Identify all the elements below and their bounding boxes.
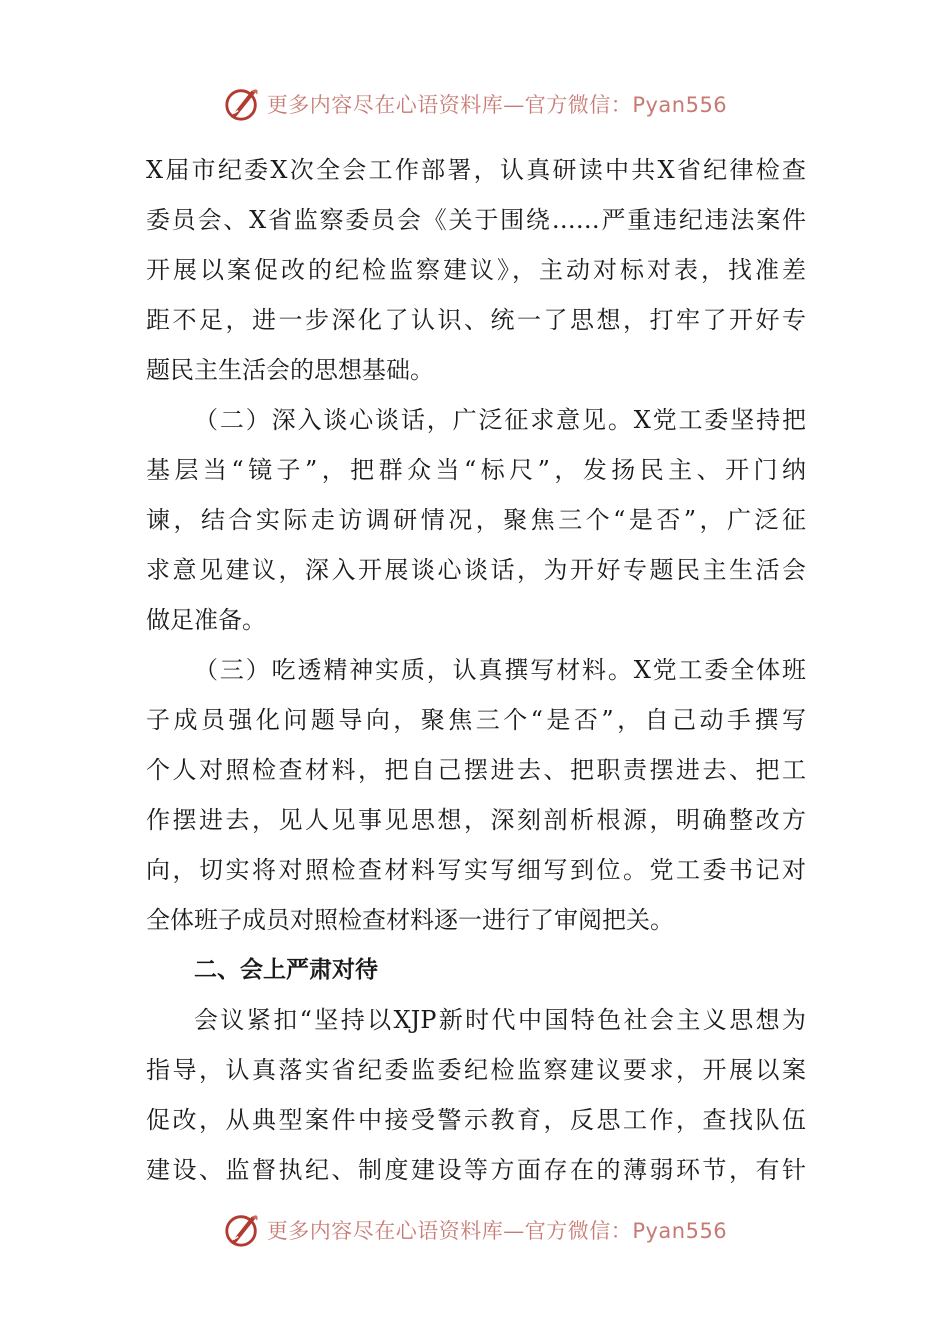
text-line: 个人对照检查材料，把自己摆进去、把职责摆进去、把工 <box>146 756 806 784</box>
text-line: 距不足，进一步深化了认识、统一了思想，打牢了开好专 <box>146 306 806 334</box>
paragraph-1 <box>146 145 806 395</box>
quill-logo-icon <box>223 85 261 123</box>
text-line: 题民主生活会的思想基础。 <box>146 356 434 384</box>
section-heading: 二、会上严肃对待 <box>194 957 378 983</box>
text-line: 促改，从典型案件中接受警示教育，反思工作，查找队伍 <box>146 1106 806 1134</box>
text-line: 向，切实将对照检查材料写实写细写到位。党工委书记对 <box>146 856 806 884</box>
text-line: 开展以案促改的纪检监察建议》，主动对标对表，找准差 <box>146 256 806 284</box>
paragraph-2 <box>146 395 806 645</box>
text-line: 基层当“镜子”，把群众当“标尺”，发扬民主、开门纳 <box>146 456 806 484</box>
text-line: （三）吃透精神实质，认真撰写材料。X党工委全体班 <box>194 656 806 684</box>
paragraph-3 <box>146 645 806 945</box>
text-line: 委员会、X省监察委员会《关于围绕……严重违纪违法案件 <box>146 206 806 234</box>
text-line: 求意见建议，深入开展谈心谈话，为开好专题民主生活会 <box>146 556 806 584</box>
watermark-text: 更多内容尽在心语资料库—官方微信：Pyan556 <box>266 93 728 117</box>
text-line: 作摆进去，见人见事见思想，深刻剖析根源，明确整改方 <box>146 806 806 834</box>
text-line: （二）深入谈心谈话，广泛征求意见。X党工委坚持把 <box>194 406 806 434</box>
text-line: 建设、监督执纪、制度建设等方面存在的薄弱环节，有针 <box>146 1156 806 1184</box>
text-line: 会议紧扣“坚持以XJP新时代中国特色社会主义思想为 <box>194 1006 806 1034</box>
text-line: 做足准备。 <box>146 606 266 634</box>
watermark-header <box>0 82 950 126</box>
document-body <box>146 145 806 1195</box>
paragraph-4 <box>146 995 806 1195</box>
text-line: 全体班子成员对照检查材料逐一进行了审阅把关。 <box>146 906 674 934</box>
text-line: 指导，认真落实省纪委监委纪检监察建议要求，开展以案 <box>146 1056 806 1084</box>
watermark-footer <box>0 1208 950 1252</box>
quill-logo-icon <box>223 1211 261 1249</box>
text-line: X届市纪委X次全会工作部署，认真研读中共X省纪律检查 <box>146 156 806 184</box>
watermark-text: 更多内容尽在心语资料库—官方微信：Pyan556 <box>266 1219 728 1243</box>
text-line: 谏，结合实际走访调研情况，聚焦三个“是否”，广泛征 <box>146 506 806 534</box>
text-line: 子成员强化问题导向，聚焦三个“是否”，自己动手撰写 <box>146 706 806 734</box>
